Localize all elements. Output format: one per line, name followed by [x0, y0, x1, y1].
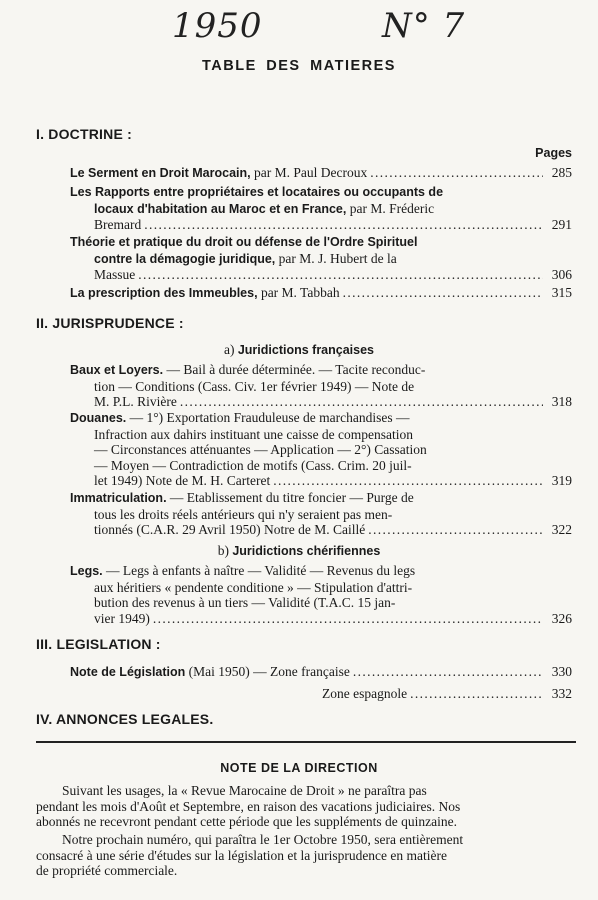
toc-entry-legislation	[70, 664, 572, 701]
entry-text: — 1°) Exportation Frauduleuse de marchandises —	[126, 410, 410, 425]
entry-page-number: 315	[551, 285, 572, 300]
entry-page-number: 326	[551, 610, 572, 626]
entry-text: Infraction aux dahirs instituant une caisse de compensation	[94, 426, 414, 442]
entry-author: par M. J. Hubert de la	[275, 250, 397, 266]
entry-text: Zone espagnole	[322, 685, 408, 701]
toc-entry-serment	[70, 165, 572, 182]
entry-author-cont: Bremard	[94, 217, 142, 232]
toc-entry-immatriculation	[70, 490, 572, 538]
entry-text: tion — Conditions (Cass. Civ. 1er février 1949) — Note de	[94, 378, 415, 394]
leader-dots	[410, 686, 543, 702]
toc-entry-legs	[70, 563, 572, 626]
horizontal-rule	[36, 741, 576, 743]
entry-title: Immatriculation.	[70, 491, 167, 505]
paragraph-line: consacré à une série d'études sur la législation et la jurisprudence en matière	[36, 847, 448, 863]
paragraph-line: pendant les mois d'Août et Septembre, en raison des vacations judiciaires. Nos	[36, 798, 461, 814]
entry-author: par M. Tabbah	[257, 285, 340, 300]
toc-entry-prescription	[70, 285, 572, 302]
handwritten-issue-number: N° 7	[382, 6, 466, 46]
leader-dots	[138, 267, 543, 283]
toc-entry-rapports	[70, 185, 572, 233]
entry-title: Le Serment en Droit Marocain,	[70, 166, 251, 180]
entry-text: (Mai 1950) — Zone française	[185, 664, 350, 679]
paragraph-line: de propriété commerciale.	[36, 863, 178, 878]
entry-text: let 1949) Note de M. H. Carteret	[94, 473, 271, 488]
entry-text: vier 1949)	[94, 610, 150, 626]
entry-title: Legs.	[70, 564, 103, 578]
leader-dots	[370, 165, 543, 181]
toc-entry-theorie	[70, 235, 572, 283]
paragraph-line: Notre prochain numéro, qui paraîtra le 1er Octobre 1950, sera entièrement	[62, 832, 464, 847]
leader-dots	[180, 394, 543, 410]
subsection-heading-a	[0, 342, 598, 358]
entry-text: — Etablissement du titre foncier — Purge de	[166, 490, 414, 505]
entry-title-line: Théorie et pratique du droit ou défense de l'Ordre Spirituel	[70, 235, 418, 249]
note-paragraph-1	[36, 783, 580, 830]
entry-title-line: locaux d'habitation au Maroc et en France,	[94, 201, 347, 216]
entry-page-number: 291	[551, 217, 572, 232]
entry-text: — Moyen — Contradiction de motifs (Cass. Crim. 20 juil-	[94, 457, 412, 473]
entry-title: La prescription des Immeubles,	[70, 286, 258, 300]
entry-page-number: 318	[551, 394, 572, 409]
entry-author: par M. Paul Decroux	[250, 165, 368, 180]
entry-page-number: 285	[551, 165, 572, 180]
section-heading-doctrine: I. DOCTRINE :	[36, 126, 132, 142]
note-paragraph-2	[36, 832, 580, 879]
entry-text: — Circonstances atténuantes — Application — 2°) Cassation	[94, 442, 427, 457]
toc-entry-douanes	[70, 410, 572, 489]
entry-text: tionnés (C.A.R. 29 Avril 1950) Notre de M. Caillé	[94, 522, 366, 537]
entry-text: — Bail à durée déterminée. — Tacite reconduc-	[163, 362, 426, 377]
paragraph-line: Suivant les usages, la « Revue Marocaine de Droit » ne paraîtra pas	[62, 783, 427, 798]
leader-dots	[273, 473, 543, 489]
leader-dots	[343, 285, 543, 301]
subsection-prefix: b)	[217, 543, 233, 558]
entry-page-number: 319	[551, 473, 572, 488]
subsection-title: Juridictions françaises	[237, 343, 375, 357]
entry-title: Baux et Loyers.	[70, 363, 164, 377]
note-heading: NOTE DE LA DIRECTION	[220, 761, 378, 775]
entry-title: Note de Législation	[70, 665, 186, 679]
leader-dots	[153, 611, 543, 627]
entry-text: — Legs à enfants à naître — Validité — Revenus du legs	[102, 563, 416, 578]
entry-text: bution des revenus à un tiers — Validité (T.A.C. 15 jan-	[94, 595, 396, 610]
entry-author-cont: Massue	[94, 267, 136, 282]
section-heading-annonces: IV. ANNONCES LEGALES.	[36, 711, 214, 727]
entry-text: aux héritiers « pendente conditione » — Stipulation d'attri-	[94, 579, 413, 595]
entry-title-line: Les Rapports entre propriétaires et locataires ou occupants de	[70, 185, 444, 199]
entry-text: tous les droits réels antérieurs qui n'y seraient pas men-	[94, 506, 393, 522]
section-heading-legislation: III. LEGISLATION :	[36, 636, 161, 652]
handwritten-year: 1950	[172, 6, 263, 46]
leader-dots	[144, 217, 543, 233]
section-heading-jurisprudence: II. JURISPRUDENCE :	[36, 315, 184, 331]
entry-page-number: 306	[551, 267, 572, 282]
toc-entry-baux	[70, 362, 572, 410]
subsection-title: Juridictions chérifiennes	[232, 544, 381, 558]
entry-page-number: 332	[551, 685, 572, 701]
entry-author: par M. Fréderic	[346, 200, 435, 216]
entry-title: Douanes.	[70, 411, 127, 425]
subsection-heading-b	[0, 543, 598, 559]
entry-title-line: contre la démagogie juridique,	[94, 251, 276, 266]
page-title: TABLE DES MATIERES	[202, 58, 396, 74]
subsection-prefix: a)	[223, 342, 238, 357]
leader-dots	[353, 664, 543, 680]
entry-page-number: 322	[551, 522, 572, 537]
entry-text: M. P.L. Rivière	[94, 394, 177, 409]
entry-page-number: 330	[551, 664, 572, 679]
leader-dots	[368, 522, 543, 538]
paragraph-line: abonnés ne recevront pendant cette période que les suppléments de quinzaine.	[36, 814, 457, 829]
pages-column-header: Pages	[535, 146, 572, 160]
